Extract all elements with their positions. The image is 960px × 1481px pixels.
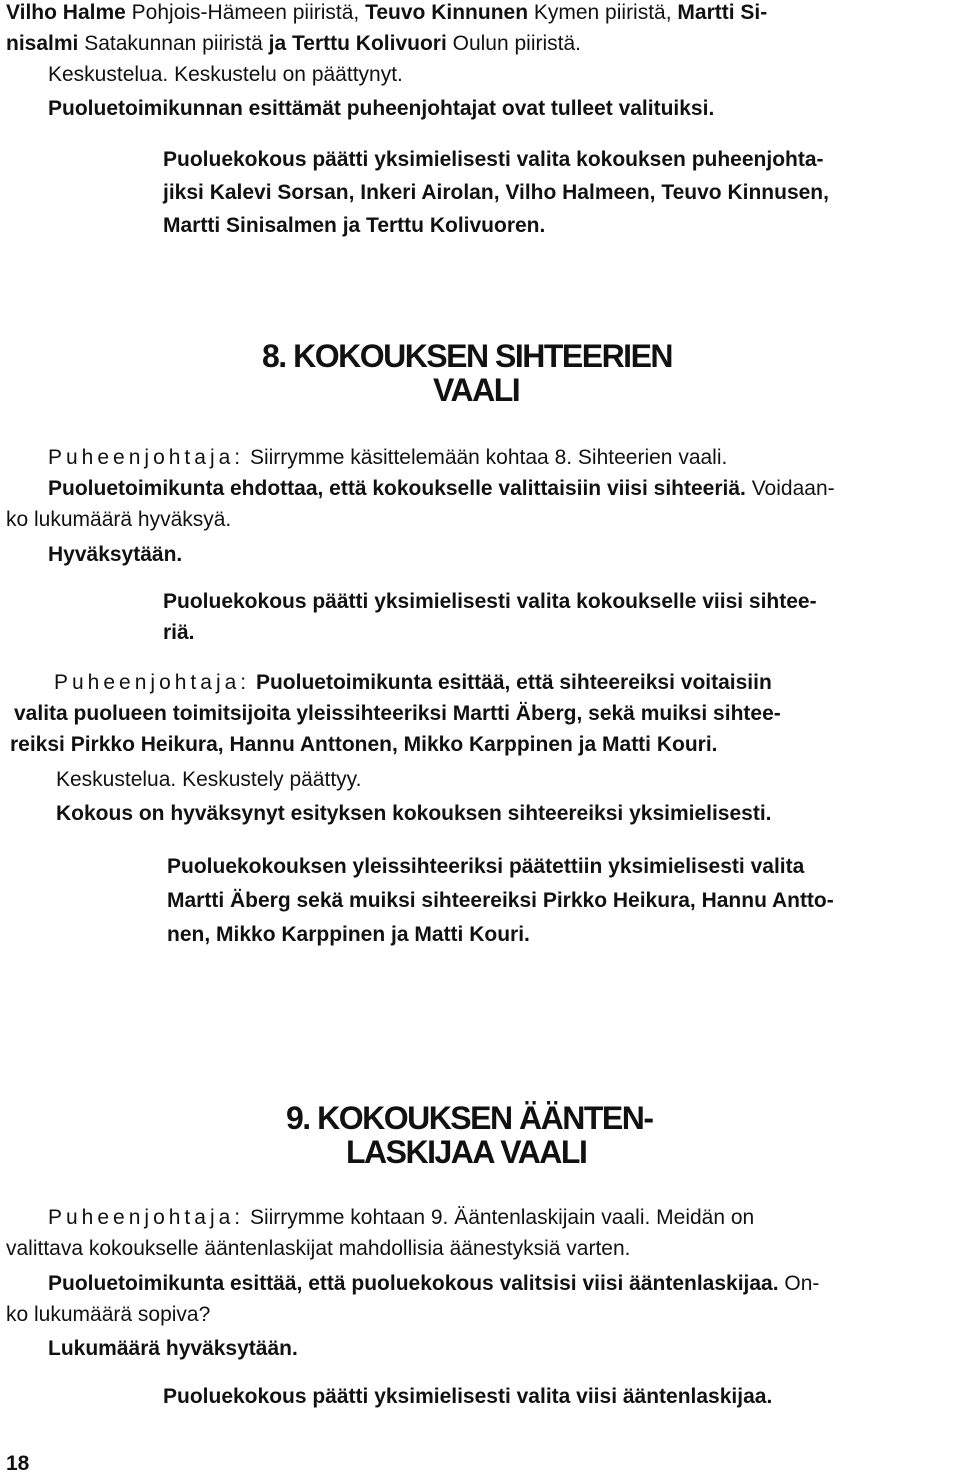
intro-elected: Puoluetoimikunnan esittämät puheenjohtajat ovat tulleet valituiksi.: [48, 97, 715, 120]
intro-discussion: Keskustelua. Keskustelu on päättynyt.: [48, 63, 403, 86]
page-number: 18: [6, 1452, 30, 1475]
section-8-chair-proposal: Puheenjohtaja: Puoluetoimikunta esittää, että sihteereiksi voitaisiin valita puolueen toimitsijoita yleissihteeriksi Martti Äberg, sekä muiksi sihtee- reiksi Pirkko Heikura, Hannu Anttonen, Mikko Karppinen ja Matti Kouri.: [10, 671, 781, 756]
intro-line-2: nisalmi Satakunnan piiristä ja Terttu Kolivuori Oulun piiristä.: [6, 32, 582, 55]
decision-secretaries: Puoluekokouksen yleissihteeriksi päätettiin yksimielisesti valita Martti Äberg sekä muiksi sihteereiksi Pirkko Heikura, Hannu Antto- nen, Mikko Karppinen ja Matti Kouri.: [167, 855, 834, 946]
section-8-discussion: Keskustelua. Keskustely päättyy.: [56, 768, 362, 791]
decision-secretary-count: Puoluekokous päätti yksimielisesti valita kokoukselle viisi sihtee- riä.: [163, 590, 817, 644]
chair-label: Puheenjohtaja:: [48, 446, 245, 469]
intro-paragraph: [6, 0, 954, 59]
decision-vote-counters: Puoluekokous päätti yksimielisesti valita viisi ääntenlaskijaa.: [163, 1385, 773, 1408]
name-vilho-halme: Vilho Halme: [6, 1, 126, 24]
intro-line-1: Vilho Halme Pohjois-Hämeen piiristä, Teuvo Kinnunen Kymen piiristä, Martti Si-: [6, 1, 768, 24]
section-8-chair-intro: Puheenjohtaja: Siirrymme käsittelemään kohtaa 8. Sihteerien vaali.: [48, 446, 728, 469]
section-9-heading-line-2: LASKIJAA VAALI: [346, 1134, 587, 1170]
name-teuvo-kinnunen: Teuvo Kinnunen: [365, 1, 529, 24]
section-9-heading-line-1: 9. KOKOUKSEN ÄÄNTEN-: [286, 1100, 653, 1136]
name-martti-sinisalmi-a: Martti Si-: [677, 1, 768, 24]
chair-label-2: Puheenjohtaja:: [54, 671, 251, 694]
decision-chairpersons: Puoluekokous päätti yksimielisesti valita kokouksen puheenjohta- jiksi Kalevi Sorsan, Inkeri Airolan, Vilho Halmeen, Teuvo Kinnusen, Martti Sinisalmen ja Terttu Kolivuoren.: [163, 148, 829, 237]
section-8-accepted: Kokous on hyväksynyt esityksen kokouksen sihteereiksi yksimielisesti.: [56, 802, 772, 825]
section-8-proposal-count: Puoluetoimikunta ehdottaa, että kokoukselle valittaisiin viisi sihteeriä. Voidaan- ko lukumäärä hyväksyä.: [6, 477, 835, 531]
section-8-heading-line-2: VAALI: [433, 372, 520, 408]
section-9-proposal-count: Puoluetoimikunta esittää, että puoluekokous valitsisi viisi ääntenlaskijaa. On- ko lukumäärä sopiva?: [6, 1272, 820, 1326]
section-8-heading-line-1: 8. KOKOUKSEN SIHTEERIEN: [262, 338, 673, 374]
section-9-chair-intro: Puheenjohtaja: Siirrymme kohtaan 9. Ääntenlaskijain vaali. Meidän on valittava kokoukselle ääntenlaskijat mahdollisia äänestyksiä varten.: [6, 1206, 755, 1260]
section-9-approved: Lukumäärä hyväksytään.: [48, 1337, 298, 1360]
name-terttu-kolivuori: ja Terttu Kolivuori: [268, 32, 447, 55]
chair-label-3: Puheenjohtaja:: [48, 1206, 245, 1229]
section-8-approved: Hyväksytään.: [48, 543, 183, 566]
name-martti-sinisalmi-b: nisalmi: [6, 32, 79, 55]
